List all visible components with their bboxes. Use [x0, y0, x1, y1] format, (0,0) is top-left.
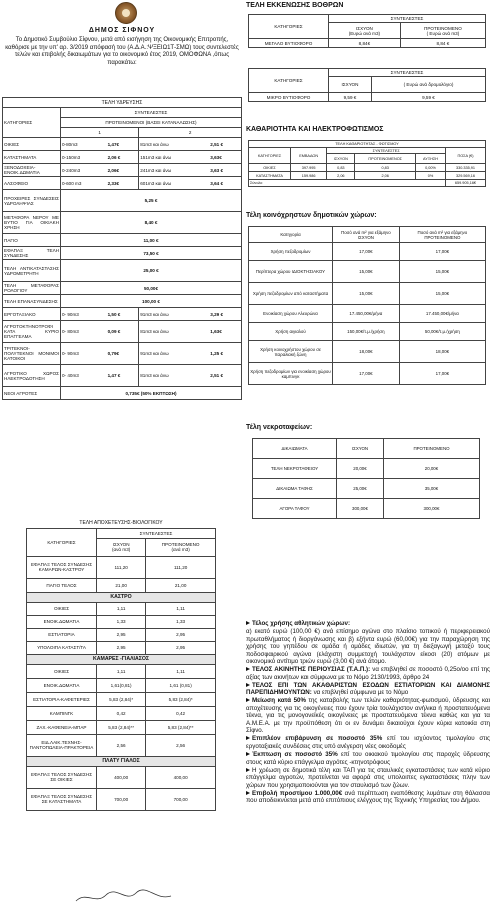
table-row	[3, 177, 242, 190]
cleaning-cell: 329.569,16	[445, 172, 485, 180]
sewer-row-current: 700,00	[97, 788, 146, 810]
bothroi-col-proposed-unit: ( Ευρώ ανά m3)	[426, 30, 460, 36]
bullet-triangle-icon	[246, 768, 250, 772]
table-row	[249, 261, 486, 283]
bullets-block	[246, 620, 490, 805]
bullet-bold: ΤΕΛΟΣ ΕΠΙ ΤΩΝ ΑΚΑΘΑΡΙΣΤΩΝ ΕΣΟΔΩΝ ΕΣΤΙΑΤΟΡΙΩΝ ΚΑΙ ΔΙΑΜΟΝΗΣ ΠΑΡΕΠΙΔΗΜΟΥΝΤΩΝ:	[246, 681, 490, 697]
sewer-col-current-unit: (ανά m3)	[111, 547, 131, 552]
cleaning-col-coefficients: ΣΥΝΤΕΛΕΣΤΕΣ	[327, 148, 446, 154]
water-row-range-1: 0- 90m3	[61, 308, 107, 321]
water-col-proposed: ΠΡΟΤΕΙΝΟΜΕΝΟΙ (ΒΑΣΕΙ ΚΑΤΑΝΑΛΩΣΗΣ)	[61, 118, 242, 128]
sewer-row-label: ΕΙΔ.ΛΑΙΚ.ΤΕΧΝΗΣ-ΠΑΝΤΟΠΩΛΕΙΑ-ΠΡΑΚΤΟΡΕΙΑ	[27, 734, 97, 756]
bullet-item	[246, 790, 490, 805]
sewer-row-label: ΕΦΑΠΑΞ ΤΕΛΟΣ ΣΥΝΔΕΣΗΣ ΣΕ ΚΑΤΑΣΤΗΜΑΤΑ	[27, 788, 97, 810]
sewer-row-current: 0,42	[97, 706, 146, 720]
bothroi-row2-label: ΜΙΚΡΟ ΒΥΤΙΟΦΟΡΟ	[249, 93, 329, 102]
cemetery-col-rights: ΔΙΚΑΙΩΜΑΤΑ	[253, 439, 337, 459]
sewer-row-label: ΕΣΤΙΑΤΟΡΙΑ-ΚΑΦΕΤΕΡΙΕΣ	[27, 692, 97, 706]
water-row-label: ΤΡΙΤΕΚΝΟΙ-ΠΟΛΥΤΕΚΝΟΙ ΜΟΝΙΜΟΙ ΚΑΤΟΙΚΟΙ	[3, 343, 61, 365]
sewer-row-proposed: 21,00	[146, 578, 216, 592]
bullet-item	[246, 735, 490, 750]
sewer-row-proposed: 1,11	[146, 602, 216, 615]
sewer-row-current: 2,95	[97, 641, 146, 654]
water-row-price-1: 1,47 €	[107, 365, 139, 387]
bothroi-col-current: ΙΣΧΥΟΝ	[355, 25, 373, 31]
cemetery-row-value: 300,00€	[383, 499, 479, 519]
common-spaces-title: Τέλη κοινόχρηστων δημοτικών χώρων:	[246, 212, 377, 219]
water-row-label: ΝΕΟΙ ΑΓΡΟΤΕΣ	[3, 387, 61, 400]
water-row-price-2: 2,51 €	[209, 138, 241, 151]
sewer-row-label: ΠΑΓΙΟ ΤΕΛΟΣ	[27, 578, 97, 592]
sewer-row-label: ΕΝΟΙΚ.ΔΩΜΑΤΙΑ	[27, 615, 97, 628]
water-row-price-2: 3,29 €	[209, 308, 241, 321]
water-row-price-1: 2,33€	[107, 177, 139, 190]
sewer-row-current: 1,11	[97, 664, 146, 678]
cemetery-row-label: ΔΙΚΑΙΩΜΑ ΤΑΦΗΣ	[253, 479, 337, 499]
cleaning-cell: 159.986	[291, 172, 327, 180]
cleaning-cell: ΟΙΚΙΕΣ	[249, 164, 291, 172]
table-row	[27, 615, 216, 628]
sewer-row-current: 21,00	[97, 578, 146, 592]
bullet-triangle-icon	[246, 752, 250, 756]
sewer-col-current: ΙΣΧΥΟΝ	[112, 542, 130, 547]
common-row-label: Περίπτερα χώρου ΙΔΙΟΚΤΗΣΙΑΚΟΥ	[249, 261, 333, 283]
bullet-item	[246, 767, 490, 790]
sewer-row-proposed: 5,83 (2,84)*	[146, 692, 216, 706]
water-row-label: ΕΦΑΠΑΞ ΤΕΛΗ ΣΥΝΔΕΣΗΣ	[4, 248, 59, 258]
bullet-item	[246, 628, 490, 666]
bullet-item	[246, 697, 490, 735]
common-row-value: 17.450,00€/μήνα	[333, 305, 400, 323]
bullet-bold: ΤΕΛΟΣ ΑΚΙΝΗΤΗΣ ΠΕΡΙΟΥΣΙΑΣ (Τ.Α.Π.):	[252, 666, 371, 674]
sewer-row-current: 1,11	[97, 602, 146, 615]
common-row-value: 18,00€	[399, 341, 485, 363]
water-row-label: ΑΛΣΟΦΕΙΟ	[3, 177, 61, 190]
sewer-row-proposed: 2,56	[146, 734, 216, 756]
sewer-row-current: 2,56	[97, 734, 146, 756]
signature-scribble	[6, 887, 242, 907]
common-row-label: Χρήση αιγιαλού	[249, 323, 333, 341]
sewer-band-kamares: ΚΑΜΑΡΕΣ -ΓΙΑΛΙΑΣΟΣ	[27, 654, 216, 664]
water-row-label: ΑΓΡΟΤΟΚΤΗΝΟΤΡΟΦΙ ΚΑΤΑ ΚΥΡΙΟ ΕΠΑΓΓΕΛΜΑ	[3, 321, 61, 343]
cemetery-row-value: 300,00€	[337, 499, 384, 519]
table-row	[27, 628, 216, 641]
bullet-bold: Έκπτωση σε ποσοστό 35%	[252, 751, 338, 759]
bothroi-col-current-unit: (Ευρώ ανά m3)	[348, 30, 381, 36]
cemetery-row-value: 20,00€	[383, 459, 479, 479]
bullet-bold: Επιπλέον επιβάρυνση σε ποσοστό 35%	[252, 735, 383, 743]
table-row	[3, 247, 242, 260]
water-row-label: ΠΑΓΙΟ	[3, 234, 61, 247]
cemetery-title: Τέλη νεκροταφείων:	[246, 424, 313, 431]
sewer-col-proposed: ΠΡΟΤΕΙΝΟΜΕΝΟ	[161, 542, 200, 547]
cleaning-cell: 2,06	[327, 172, 355, 180]
cleaning-cell: 2,06	[355, 172, 416, 180]
common-spaces-table	[248, 226, 486, 385]
water-row-price-2: 2,51 €	[209, 365, 241, 387]
cleaning-cell: 0,00%	[416, 164, 446, 172]
sewer-row-proposed: 1,33	[146, 615, 216, 628]
sewer-row-current: 1,61(0,81)	[97, 678, 146, 692]
sewer-row-current: 1,33	[97, 615, 146, 628]
bullet-text: επί του ισχύοντος τιμολογίου στις εργοταξιακές συνδέσεις στις υπό ανέγερση νέες οικοδομές	[246, 735, 490, 750]
table-row	[3, 295, 242, 308]
bullet-triangle-icon	[246, 736, 250, 740]
common-row-value: 50,00€/τ.μ./χρήση	[399, 323, 485, 341]
sewer-row-current: 400,00	[97, 766, 146, 788]
water-row-value: 11,00 €	[61, 234, 242, 247]
table-row	[27, 706, 216, 720]
water-row-price-1: 0,79€	[107, 343, 139, 365]
table-row	[27, 766, 216, 788]
bullet-item	[246, 682, 490, 697]
intro-paragraph: Το Δημοτικό Συμβούλιο Σίφνου, μετά από εισήγηση της Οικονομικής Επιτροπής, καθόρισε με την υπ' αρ. 3/2019 απόφασή του (Α.Δ.Α.:ΨΞΕΙΩ1Τ-ΣΜΩ) τους συντελεστές τελών και επιβολής δικαιωμάτων για το οικονομικό έτος 2019, ΟΜΟΦΩΝΑ ,όπως παρακάτω:	[5, 37, 239, 66]
common-row-label: Χρήση πεζοδρομίων από καταστήματα	[249, 283, 333, 305]
bothroi-row1-current: 8,84€	[329, 39, 401, 48]
sewer-row-proposed: 1,11	[146, 664, 216, 678]
bothroi-row1-proposed: 8,84 €	[400, 39, 485, 48]
sewer-col-category: ΚΑΤΗΓΟΡΙΕΣ	[27, 528, 97, 556]
common-row-label: Χρήση κοινοχρήστου χώρου σε παραλιακή ζώνη	[249, 341, 333, 363]
cleaning-cell: 0%	[416, 172, 446, 180]
common-row-value: 15,00€	[333, 283, 400, 305]
table-row	[3, 151, 242, 164]
water-row-price-2: 1,25 €	[209, 343, 241, 365]
sewer-row-label: ΚΑΜΠΙΝΓΚ	[27, 706, 97, 720]
cleaning-col-area: ΕΜΒΑΔΟΝ	[291, 148, 327, 164]
sewer-row-current: 111,20	[97, 556, 146, 578]
water-row-label: ΞΕΝΟΔΟΧΕΙΑ-ΕΝΟΙΚ.ΔΩΜΑΤΙΑ	[3, 164, 61, 177]
bothroi-title: ΤΕΛΗ ΕΚΚΕΝΩΣΗΣ ΒΟΘΡΩΝ	[246, 2, 344, 9]
cemetery-row-value: 20,00€	[337, 459, 384, 479]
common-row-value: 18,00€	[333, 341, 400, 363]
bullet-text: της καταβολής των τελών καθαριότητας-φωτισμού, ύδρευσης και αποχέτευσης για τις οικογένειες που έχουν τρία τουλάχιστον ανήλικα ή προστατευόμενα τέκνα, για τις μονογονεϊκές οικογένειες με προστατευόμενα τέκνα καθώς και για τα Α.Μ.Ε.Α. με την προϋπόθεση ότι οι εν δυνάμει δικαιούχοι έχουν κύρια κατοικία στη Σίφνο.	[246, 697, 490, 735]
water-row-price-1: 0,09 €	[107, 321, 139, 343]
table-row	[3, 234, 242, 247]
water-row-price-2: 1,63€	[209, 321, 241, 343]
water-row-value: 73,50 €	[61, 247, 242, 260]
cemetery-row-label: ΤΕΛΗ ΝΕΚΡΟΤΑΦΕΙΟΥ	[253, 459, 337, 479]
table-row	[249, 323, 486, 341]
common-row-label: Χρήση πεζοδρομίων	[249, 243, 333, 261]
cemetery-col-current: ΙΣΧΥΟΝ	[337, 439, 384, 459]
table-row	[3, 260, 242, 282]
table-row	[27, 720, 216, 734]
table-row	[3, 190, 242, 212]
bothroi-row2-proposed: 9,59 €	[371, 93, 485, 102]
sewer-row-label: ΥΠΟΛΟΙΠΑ ΚΑΤΑΣΤ/ΤΑ	[27, 641, 97, 654]
sewer-row-current: 5,83 (2,84)**	[97, 720, 146, 734]
bothroi-table	[248, 14, 486, 48]
water-row-price-2: 3,64 €	[209, 177, 241, 190]
sewer-row-proposed: 2,95	[146, 641, 216, 654]
cleaning-col-current: ΙΣΧΥΟΝ	[327, 154, 355, 164]
bullet-text: επί του οικιακού τιμολογίου στις παροχές ύδρευσης στους κατά κύριο επάγγελμα αγρότες -κτηνοτρόφους	[246, 751, 491, 766]
cleaning-total-value: 659.905,16€	[445, 180, 485, 187]
sewer-band-kastro: ΚΑΣΤΡΟ	[27, 592, 216, 602]
water-row-range-2: 601m3 και άνω	[139, 177, 210, 190]
water-row-price-2: 3,63€	[209, 151, 241, 164]
cleaning-title: ΚΑΘΑΡΙΟΤΗΤΑ ΚΑΙ ΗΛΕΚΤΡΟΦΩΤΙΣΜΟΣ	[246, 126, 384, 133]
water-row-label: ΑΓΡΟΤΙΚΟ ΧΩΡΟΣ ΗΛΕΚΤΡΟΔΟΤΗΣΗ	[3, 365, 61, 387]
table-row	[27, 734, 216, 756]
water-row-label: ΕΡΓΟΤΑΞΙΑΚΟ	[3, 308, 61, 321]
bullet-triangle-icon	[246, 683, 250, 687]
sewer-table-title: ΤΕΛΗ ΑΠΟΧΕΤΕΥΣΗΣ-ΒΙΟΛΟΓΙΚΟΥ	[79, 519, 163, 526]
table-row	[27, 692, 216, 706]
table-row	[249, 243, 486, 261]
cleaning-cell: 397.995	[291, 164, 327, 172]
sewer-fees-table	[26, 518, 216, 811]
sewer-row-proposed: 0,42	[146, 706, 216, 720]
sewer-row-label: ΖΑΧ.-ΚΑΦΕΝΕΙΑ-ΜΠΑΡ	[27, 720, 97, 734]
water-row-range-1: 0-240m3	[61, 164, 107, 177]
table-row	[27, 788, 216, 810]
table-row	[249, 305, 486, 323]
table-row	[3, 321, 242, 343]
water-row-label: ΜΕΤΑΦΟΡΑ ΝΕΡΟΥ ΜΕ ΒΥΤΙΟ ΓΙΑ ΟΙΚΙΑΚΗ ΧΡΗΣΗ	[3, 212, 61, 234]
water-row-range-1: 0-80m3	[61, 138, 107, 151]
common-row-value: 17,00€	[399, 363, 485, 385]
water-row-range-1: 0- 40m3	[61, 365, 107, 387]
municipality-title: ΔΗΜΟΣ ΣΙΦΝΟΥ	[88, 27, 156, 34]
water-row-price-2: 3,63 €	[209, 164, 241, 177]
bullet-bold: Τέλος χρήσης αθλητικών χώρων:	[252, 620, 351, 627]
water-row-price-1: 1,50 €	[107, 308, 139, 321]
water-col-coefficients: ΣΥΝΤΕΛΕΣΤΕΣ	[61, 108, 242, 118]
sewer-row-current: 2,95	[97, 628, 146, 641]
cleaning-cell: 0,83	[355, 164, 416, 172]
bothroi-row1-label: ΜΕΓΑΛΟ ΒΥΤΙΟΦΟΡΟ	[249, 39, 329, 48]
water-row-range-2: 91m3 και άνω	[139, 343, 210, 365]
water-row-label: ΚΑΤΑΣΤΗΜΑΤΑ	[3, 151, 61, 164]
bothroi2-col-coefficients: ΣΥΝΤΕΛΕΣΤΕΣ	[329, 69, 486, 77]
common-row-label: Χρήση πεζοδρομίων για ενοικίαση χώρου καμπινγκ	[249, 363, 333, 385]
bothroi-col-coefficients: ΣΥΝΤΕΛΕΣΤΕΣ	[329, 15, 486, 23]
table-row	[249, 341, 486, 363]
bullet-bold: Μείωση κατά 50%	[252, 697, 306, 705]
sewer-row-label: ΕΦΑΠΑΞ ΤΕΛΟΣ ΣΥΝΔΕΣΗΣ ΚΑΜΑΡΩΝ-ΚΑΣΤΡΟΥ	[27, 556, 97, 578]
cleaning-cell: 330.335,91	[445, 164, 485, 172]
bullet-triangle-icon	[246, 667, 250, 671]
common-row-value: 150,00€/τ.μ./χρήση	[333, 323, 400, 341]
table-row	[3, 343, 242, 365]
sewer-row-label: ΕΣΤΙΑΤΟΡΙΑ	[27, 628, 97, 641]
water-col-1: 1	[61, 128, 139, 138]
common-col-proposed: Ποσό ανά m² για εξάμηνο ΠΡΟΤΕΙΝΟΜΕΝΟ	[399, 227, 485, 243]
table-row	[3, 365, 242, 387]
common-col-category: Κατηγορία	[249, 227, 333, 243]
table-row	[249, 283, 486, 305]
sewer-row-label: ΟΙΚΙΕΣ	[27, 664, 97, 678]
common-row-value: 17,00€	[399, 243, 485, 261]
water-row-price-1: 1,47€	[107, 138, 139, 151]
table-row	[27, 556, 216, 578]
common-row-value: 15,00€	[399, 283, 485, 305]
sewer-band-platy: ΠΛΑΤΥ ΓΙΑΛΟΣ	[27, 756, 216, 766]
sewer-col-proposed-unit: (ανά m3)	[171, 547, 190, 552]
water-row-value: 5,25 €	[61, 190, 242, 212]
sewer-row-proposed: 400,00	[146, 766, 216, 788]
water-row-value: 25,00 €	[61, 260, 242, 282]
water-row-price-1: 2,06€	[107, 164, 139, 177]
sewer-row-label: ΕΝΟΙΚ.ΔΩΜΑΤΙΑ	[27, 678, 97, 692]
common-row-value: 17,00€	[333, 363, 400, 385]
bullet-triangle-icon	[246, 791, 250, 795]
water-row-price-1: 2,06 €	[107, 151, 139, 164]
table-row	[253, 479, 480, 499]
bothroi-table-small	[248, 68, 486, 102]
sewer-row-proposed: 2,95	[146, 628, 216, 641]
water-row-value: 8,40 €	[61, 212, 242, 234]
water-row-label: ΤΕΛΗ ΑΝΤΙΚΑΤΑΣΤΑΣΗΣ ΥΔΡΟΜΕΤΡΗΤΗ	[3, 260, 61, 282]
table-row	[3, 387, 242, 400]
table-row	[27, 664, 216, 678]
water-row-value: 50,00€	[61, 282, 242, 295]
bullet-text: να επιβληθεί σε ποσοστό 0,25o/oo επί της αξίας των ακινήτων και σύμφωνα με το Νόμο 2130/1993, άρθρο 24	[246, 666, 490, 681]
bullet-item	[246, 666, 490, 681]
table-row	[27, 578, 216, 592]
water-row-label: ΠΡΟΧΕΙΡΕΣ ΣΥΝΔΕΣΕΙΣ ΥΔΡΟΛΗΨΙΑΣ	[3, 190, 61, 212]
common-row-label: Ενοικίαση χώρου Αλευρώνα	[249, 305, 333, 323]
sewer-row-current: 5,83 (2,84)*	[97, 692, 146, 706]
water-row-range-2: 151m3 και άνω	[139, 151, 210, 164]
bullet-triangle-icon	[246, 621, 250, 625]
water-row-range-1: 0-600 m3	[61, 177, 107, 190]
common-row-value: 17.450,00€/μήνα	[399, 305, 485, 323]
bullet-text: Η χρέωση σε δημοτικά τέλη και ΤΑΠ για τις σταυλικές εγκαταστάσεις των κατά κύριο επάγγελμα αγροτών, προτείνεται να αφορά στις υπολοιπες εγκαταστάσεις πλην των χώρων που χρησιμοποιούνται για τον σταυλισμό των ζώων.	[246, 766, 490, 789]
table-row	[3, 282, 242, 295]
cemetery-table	[252, 438, 480, 519]
water-row-range-2: 91m3 και άνω	[139, 308, 210, 321]
table-row	[249, 172, 486, 180]
bothroi-col-proposed: ΠΡΟΤΕΙΝΟΜΕΝΟ	[424, 25, 462, 31]
bullet-text: ανά περίπτωση εναπόθεσης λυμάτων στη θάλασσα που αποδεικνύεται μετά από επιτόπιους ελέγχους της Τεχνικής Υπηρεσίας του Δήμου.	[246, 789, 490, 805]
water-row-range-1: 0- 90m3	[61, 343, 107, 365]
water-row-label: ΟΙΚΙΕΣ	[3, 138, 61, 151]
water-col-2: 2	[139, 128, 242, 138]
table-row	[249, 363, 486, 385]
sewer-row-proposed: 700,00	[146, 788, 216, 810]
water-table-title: ΤΕΛΗ ΥΔΡΕΥΣΗΣ	[3, 98, 242, 108]
sewer-col-coefficients: ΣΥΝΤΕΛΕΣΤΕΣ	[97, 528, 216, 538]
bullet-item	[246, 620, 490, 628]
water-row-label: ΤΕΛΗ ΕΠΑΝΑΣΥΝΔΕΣΗΣ	[3, 295, 61, 308]
cleaning-col-amount: ΠΟΣΑ (€)	[445, 148, 485, 164]
sewer-row-proposed: 1,61 (0,81)	[146, 678, 216, 692]
bullet-bold: Επιβολή προστίμου 1.000,00€	[252, 789, 343, 797]
bullet-text: α) εκατό ευρώ (100,00 €) ανά επίσημο αγώνα στο πλαίσιο τοπικού ή περιφερειακού πρωταθλήματος ή διοργάνωσης και β) εξήντα ευρώ (60,00€) για την παραχώρηση της χρήσης του γηπέδου σε ομάδα ή ομάδες ιδιωτών, για τη διεξαγωγή μεταξύ τους ποδοσφαιρικού αγώνα (ελάχιστη συμμετοχή τουλάχιστον είκοσι (20) ατόμων με οικονομικό αντίτιμο τριών ευρώ (3,00 €) ανά άτομο.	[246, 628, 490, 666]
table-row	[27, 678, 216, 692]
cleaning-cell: ΚΑΤΑΣΤΗΜΑΤΑ	[249, 172, 291, 180]
bothroi2-col-category: ΚΑΤΗΓΟΡΙΕΣ	[249, 69, 329, 93]
water-row-range-2: 241m3 και άνω	[139, 164, 210, 177]
bothroi2-col-proposed-unit: ( Ευρώ ανά δρομολόγιο)	[371, 77, 485, 93]
cleaning-total-label: Σύνολο	[249, 180, 446, 187]
common-row-value: 17,00€	[333, 243, 400, 261]
cleaning-table	[248, 140, 486, 187]
sewer-row-proposed: 5,83 (2,84)**	[146, 720, 216, 734]
table-row	[249, 164, 486, 172]
water-row-label: ΤΕΛΗ ΜΕΤΑΦΟΡΑΣ ΡΟΛΟΓΙΟΥ	[4, 283, 59, 293]
municipality-seal-icon	[115, 2, 137, 24]
bothroi2-col-current: ΙΣΧΥΟΝ	[329, 77, 372, 93]
table-row	[253, 499, 480, 519]
bullet-triangle-icon	[246, 698, 250, 702]
table-row	[3, 308, 242, 321]
cleaning-col-increase: ΑΥΞΗΣΗ	[416, 154, 446, 164]
bullet-text: να επιβληθεί σύμφωνα με το Νόμο	[313, 689, 409, 697]
cleaning-cell: 0,83	[327, 164, 355, 172]
table-row	[253, 459, 480, 479]
water-row-range-2: 81m3 και άνω	[139, 138, 210, 151]
cemetery-col-proposed: ΠΡΟΤΕΙΝΟΜΕΝΟ	[383, 439, 479, 459]
cleaning-col-categories: ΚΑΤΗΓΟΡΙΕΣ	[249, 148, 291, 164]
water-row-value: 0,735€ (50% ΕΚΠΤΩΣΗ)	[61, 387, 242, 400]
water-row-value: 100,00 €	[61, 295, 242, 308]
cemetery-row-label: ΑΓΟΡΑ ΤΑΦΟΥ	[253, 499, 337, 519]
common-row-value: 15,00€	[333, 261, 400, 283]
table-row	[3, 212, 242, 234]
water-fees-table	[2, 97, 242, 400]
cleaning-subtitle: ΤΕΛΗ ΚΑΘΑΡΙΟΤΗΤΑΣ - ΦΩΤΙΣΜΟΥ	[249, 141, 486, 148]
water-col-category: ΚΑΤΗΓΟΡΙΕΣ	[3, 108, 61, 138]
cemetery-row-value: 25,00€	[337, 479, 384, 499]
common-col-current: Ποσό ανά m² για εξάμηνο ΙΣΧΥΟΝ	[333, 227, 400, 243]
table-row	[3, 138, 242, 151]
bothroi-row2-current: 9,59 €	[329, 93, 372, 102]
common-row-value: 15,00€	[399, 261, 485, 283]
cemetery-row-value: 35,00€	[383, 479, 479, 499]
bothroi-col-category: ΚΑΤΗΓΟΡΙΕΣ	[249, 15, 329, 39]
table-row	[27, 602, 216, 615]
water-row-range-1: 0-150m3	[61, 151, 107, 164]
water-row-range-2: 81m3 και άνω	[139, 365, 210, 387]
sewer-row-label: ΟΙΚΙΕΣ	[27, 602, 97, 615]
table-row	[27, 641, 216, 654]
cleaning-col-proposed: ΠΡΟΤΕΙΝΟΜΕΝΟΣ	[355, 154, 416, 164]
bullet-item	[246, 751, 490, 766]
table-row	[3, 164, 242, 177]
sewer-row-proposed: 111,20	[146, 556, 216, 578]
water-row-range-2: 81m3 και άνω	[139, 321, 210, 343]
water-row-range-1: 0- 80m3	[61, 321, 107, 343]
sewer-row-label: ΕΦΑΠΑΞ ΤΕΛΟΣ ΣΥΝΔΕΣΗΣ ΣΕ ΟΙΚΙΕΣ	[27, 766, 97, 788]
